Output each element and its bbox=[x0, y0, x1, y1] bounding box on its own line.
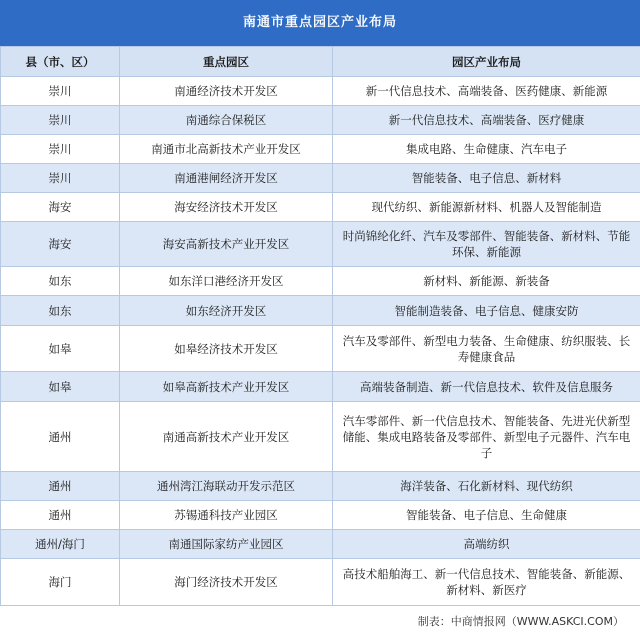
park-cell: 南通综合保税区 bbox=[120, 106, 333, 135]
table-row bbox=[1, 530, 640, 559]
table-row bbox=[1, 164, 640, 193]
park-cell: 通州湾江海联动开发示范区 bbox=[120, 472, 333, 501]
table-row bbox=[1, 135, 640, 164]
park-cell: 如皋经济技术开发区 bbox=[120, 326, 333, 372]
county-cell: 崇川 bbox=[1, 164, 120, 193]
county-cell: 崇川 bbox=[1, 106, 120, 135]
table-row bbox=[1, 372, 640, 402]
source-note: 制表：中商情报网（WWW.ASKCI.COM） bbox=[417, 615, 624, 628]
industry-cell: 高端纺织 bbox=[333, 530, 640, 559]
park-cell: 海门经济技术开发区 bbox=[120, 559, 333, 606]
table-row bbox=[1, 193, 640, 222]
table-row bbox=[1, 267, 640, 296]
park-cell: 南通港闸经济开发区 bbox=[120, 164, 333, 193]
park-cell: 如东洋口港经济开发区 bbox=[120, 267, 333, 296]
county-cell: 海门 bbox=[1, 559, 120, 606]
table-row bbox=[1, 559, 640, 606]
county-cell: 海安 bbox=[1, 222, 120, 267]
park-cell: 南通高新技术产业开发区 bbox=[120, 402, 333, 472]
industry-cell: 集成电路、生命健康、汽车电子 bbox=[333, 135, 640, 164]
table-row bbox=[1, 501, 640, 530]
header-industry: 园区产业布局 bbox=[333, 47, 640, 77]
industry-cell: 时尚锦纶化纤、汽车及零部件、智能装备、新材料、节能环保、新能源 bbox=[333, 222, 640, 267]
table-row bbox=[1, 326, 640, 372]
park-cell: 海安经济技术开发区 bbox=[120, 193, 333, 222]
table-row bbox=[1, 296, 640, 326]
industry-cell: 海洋装备、石化新材料、现代纺织 bbox=[333, 472, 640, 501]
industry-cell: 高技术船舶海工、新一代信息技术、智能装备、新能源、新材料、新医疗 bbox=[333, 559, 640, 606]
county-cell: 如皋 bbox=[1, 326, 120, 372]
industry-cell: 新一代信息技术、高端装备、医疗健康 bbox=[333, 106, 640, 135]
county-cell: 通州 bbox=[1, 501, 120, 530]
county-cell: 海安 bbox=[1, 193, 120, 222]
table-row bbox=[1, 222, 640, 267]
industry-cell: 智能制造装备、电子信息、健康安防 bbox=[333, 296, 640, 326]
park-industry-table bbox=[0, 46, 640, 606]
county-cell: 如东 bbox=[1, 267, 120, 296]
county-cell: 如皋 bbox=[1, 372, 120, 402]
park-cell: 南通市北高新技术产业开发区 bbox=[120, 135, 333, 164]
county-cell: 如东 bbox=[1, 296, 120, 326]
county-cell: 通州 bbox=[1, 402, 120, 472]
header-row bbox=[1, 47, 640, 77]
park-cell: 南通经济技术开发区 bbox=[120, 77, 333, 106]
industry-cell: 汽车零部件、新一代信息技术、智能装备、先进光伏新型储能、集成电路装备及零部件、新型电子元器件、汽车电子 bbox=[333, 402, 640, 472]
header-county: 县（市、区） bbox=[1, 47, 120, 77]
park-cell: 海安高新技术产业开发区 bbox=[120, 222, 333, 267]
industry-cell: 智能装备、电子信息、生命健康 bbox=[333, 501, 640, 530]
header-park: 重点园区 bbox=[120, 47, 333, 77]
industry-cell: 高端装备制造、新一代信息技术、软件及信息服务 bbox=[333, 372, 640, 402]
industry-cell: 汽车及零部件、新型电力装备、生命健康、纺织服装、长寿健康食品 bbox=[333, 326, 640, 372]
park-cell: 苏锡通科技产业园区 bbox=[120, 501, 333, 530]
table-row bbox=[1, 106, 640, 135]
park-cell: 如皋高新技术产业开发区 bbox=[120, 372, 333, 402]
table-title: 南通市重点园区产业布局 bbox=[0, 0, 640, 46]
county-cell: 通州/海门 bbox=[1, 530, 120, 559]
industry-cell: 新材料、新能源、新装备 bbox=[333, 267, 640, 296]
industry-cell: 现代纺织、新能源新材料、机器人及智能制造 bbox=[333, 193, 640, 222]
county-cell: 通州 bbox=[1, 472, 120, 501]
county-cell: 崇川 bbox=[1, 135, 120, 164]
industry-cell: 智能装备、电子信息、新材料 bbox=[333, 164, 640, 193]
table-row bbox=[1, 472, 640, 501]
park-cell: 南通国际家纺产业园区 bbox=[120, 530, 333, 559]
county-cell: 崇川 bbox=[1, 77, 120, 106]
table-row bbox=[1, 77, 640, 106]
table-row bbox=[1, 402, 640, 472]
industry-cell: 新一代信息技术、高端装备、医药健康、新能源 bbox=[333, 77, 640, 106]
park-cell: 如东经济开发区 bbox=[120, 296, 333, 326]
